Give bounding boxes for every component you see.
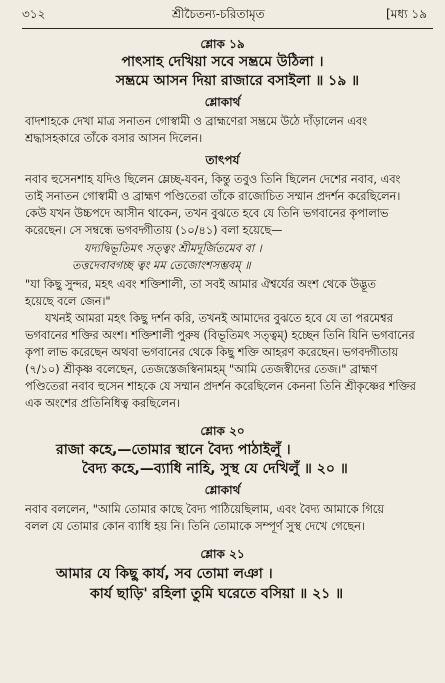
verse-20-line-2: বৈদ্য কহে,—ব্যাধি নাহি, সুস্থ যে দেখিলুঁ ॥ ২০ ॥ [82, 461, 348, 477]
purport-line: (৭/১০) শ্রীকৃষ্ণ বলেছেন, তেজস্তেজস্বিনামহম্ "আমি তেজস্বীদের তেজ।" ব্রাহ্মণ [25, 363, 378, 376]
running-title: শ্রীচৈতন্য-চরিতামৃত [172, 7, 265, 21]
purport-line: পণ্ডিতেরা নবাব হুসেন শাহকে যে সম্মান প্রদর্শন করেছিলেন কেননা তিনি শ্রীকৃষ্ণের শক্তির [25, 380, 416, 393]
translation-20-label: শ্লোকার্থ [204, 483, 241, 497]
verse-21-line-1: আমার যে কিছু কার্য, সব তোমা লঞা । [56, 566, 273, 582]
translation-20-line: নবাব বললেন, "আমি তোমার কাছে বৈদ্য পাঠিয়েছিলাম, এবং বৈদ্য আমাকে গিয়ে [25, 503, 384, 516]
purport-line: যখনই আমরা মহৎ কিছু দর্শন করি, তখনই আমাদের বুঝতে হবে যে তা পরমেশ্বর [45, 312, 393, 325]
purport-line: কেউ যখন উচ্চপদে আসীন থাকেন, তখন বুঝতে হবে যে তিনি ভগবানের কৃপালাভ [25, 207, 389, 220]
sanskrit-line-2: তত্তদেবাবগচ্ছ ত্বং মম তেজোংশসম্ভবম্ ॥ [72, 259, 251, 272]
translation-19-label: শ্লোকার্থ [204, 95, 241, 109]
verse-21-line-2: কার্য ছাড়ি' রহিলা তুমি ঘরেতে বসিয়া ॥ ২১ ॥ [90, 586, 344, 602]
translation-20-line: বলল যে তোমার কোন ব্যাধি হয় নি। তিনি তোমাকে সম্পূর্ণ সুস্থ দেখে গেছেন। [25, 520, 365, 533]
verse-20-label: শ্লোক ২০ [200, 424, 245, 438]
verse-19-label: শ্লোক ১৯ [200, 37, 245, 51]
header-rule [22, 28, 433, 29]
section-marker: [মধ্য ১৯ [386, 7, 427, 21]
purport-line: তাই সনাতন গোস্বামী ও ব্রাহ্মণ পণ্ডিতেরা তাঁকে রাজোচিত সম্মান প্রদর্শন করেছিলেন। [25, 190, 401, 203]
purport-line: হয়েছে বলে জেন।" [25, 295, 111, 308]
verse-19-line-2: সম্ভ্রমে আসন দিয়া রাজারে বসাইলা ॥ ১৯ ॥ [115, 73, 360, 89]
purport-line: করেছেন। সে সম্বন্ধে ভগবদ্গীতায় (১০/৪১) বলা হয়েছে— [25, 224, 283, 237]
page-number: ৩১২ [22, 7, 46, 21]
verse-21-label: শ্লোক ২১ [200, 547, 245, 561]
page-header [22, 6, 431, 24]
purport-label: তাৎপর্য [205, 153, 240, 167]
translation-19-line: বাদশাহকে দেখা মাত্র সনাতন গোস্বামী ও ব্রাহ্মণেরা সম্ভ্রমে উঠে দাঁড়ালেন এবং [25, 115, 367, 128]
sanskrit-line-1: যদ্যদ্বিভূতিমৎ সত্ত্বং শ্রীমদূর্জিতমেব বা । [84, 242, 262, 255]
purport-line: কৃপা লাভ করেছেন অথবা ভগবানের থেকে কিছু শক্তি আহরণ করেছেন। ভগবদ্গীতায় [25, 346, 399, 359]
purport-line: ভগবানের শক্তির অংশ। শক্তিশালী পুরুষ (বিভূতিমৎ সত্ত্বম্) হচ্ছেন তিনি যিনি ভগবানের [25, 329, 415, 342]
verse-20-line-1: রাজা কহে,—তোমার স্থানে বৈদ্য পাঠাইলুঁ । [56, 442, 291, 458]
verse-19-line-1: পাৎসাহ দেখিয়া সবে সম্ভ্রমে উঠিলা । [121, 54, 324, 70]
purport-line: নবাব হুসেনশাহ যদিও ছিলেন ম্লেচ্ছ-যবন, কিন্তু তবুও তিনি ছিলেন দেশের নবাব, এবং [25, 173, 401, 186]
purport-line: "যা কিছু সুন্দর, মহৎ এবং শক্তিশালী, তা সবই আমার ঐশ্বর্যের অংশ থেকে উদ্ভূত [25, 278, 376, 291]
purport-line: এক অংশের প্রতিনিধিত্ব করছিলেন। [25, 397, 181, 410]
translation-19-line: শ্রদ্ধাসহকারে তাঁকে বসার আসন দিলেন। [25, 132, 203, 145]
